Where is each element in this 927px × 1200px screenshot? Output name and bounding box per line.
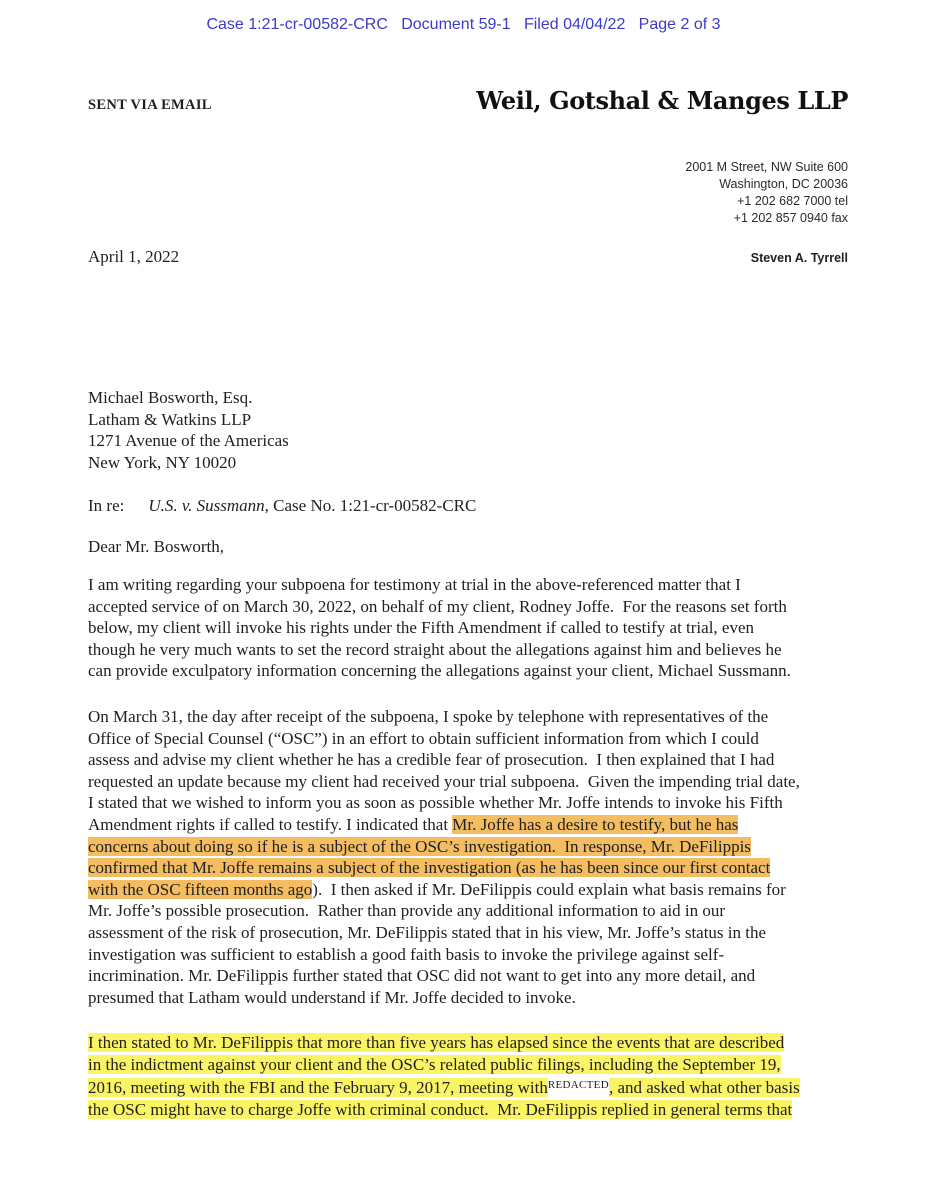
text-line xyxy=(88,836,848,858)
highlighted-text: I then stated to Mr. DeFilippis that more than five years has elapsed since the events that are described xyxy=(88,1033,785,1053)
letterhead-row xyxy=(88,86,848,115)
body-text: below, my client will invoke his rights under the Fifth Amendment if called to testify at trial, even xyxy=(88,618,755,638)
recipient-line: Michael Bosworth, Esq. xyxy=(88,388,253,407)
highlighted-text: concerns about doing so if he is a subject of the OSC’s investigation. In response, Mr. DeFilippis xyxy=(88,836,751,856)
text-line xyxy=(88,660,848,682)
body-text: assess and advise my client whether he has a credible fear of prosecution. I then explained that I had xyxy=(88,750,775,770)
firm-address-block xyxy=(88,159,848,227)
text-line xyxy=(88,749,848,771)
text-line xyxy=(88,771,848,793)
recipient-line: New York, NY 10020 xyxy=(88,452,237,472)
re-prefix: In re: xyxy=(88,496,125,515)
body-text: presumed that Latham would understand if Mr. Joffe decided to invoke. xyxy=(88,987,576,1007)
body-text: requested an update because my client had received your trial subpoena. Given the impending trial date, xyxy=(88,771,800,791)
highlighted-text: in the indictment against your client and the OSC’s related public filings, including the September 19, xyxy=(88,1054,781,1074)
body-text: can provide exculpatory information concerning the allegations against your client, Michael Sussmann. xyxy=(88,661,791,681)
case-name-italic: U.S. v. Sussmann xyxy=(148,496,265,515)
paragraph xyxy=(88,1032,848,1120)
body-text: investigation was sufficient to establish a good faith basis to invoke the privilege against self- xyxy=(88,944,725,964)
text-line xyxy=(88,857,848,879)
body-text: though he very much wants to set the record straight about the allegations against him and believes he xyxy=(88,639,782,659)
body-text: assessment of the risk of prosecution, Mr. DeFilippis stated that in his view, Mr. Joffe’s status in the xyxy=(88,922,767,942)
date-attorney-row xyxy=(88,247,848,267)
body-text: Mr. Joffe’s possible prosecution. Rather than provide any additional information to aid in our xyxy=(88,901,726,921)
firm-address-line: +1 202 857 0940 fax xyxy=(733,211,848,225)
text-line xyxy=(88,900,848,922)
body-text: Office of Special Counsel (“OSC”) in an effort to obtain sufficient information from which I could xyxy=(88,728,759,748)
highlighted-text: Mr. Joffe has a desire to testify, but he has xyxy=(452,814,739,834)
text-line xyxy=(88,1032,848,1054)
text-line xyxy=(88,922,848,944)
letter-content xyxy=(0,86,927,1121)
paragraph xyxy=(88,706,848,1008)
firm-address-line: 2001 M Street, NW Suite 600 xyxy=(685,160,848,174)
letter-date: April 1, 2022 xyxy=(88,247,180,266)
redacted-superscript: REDACTED xyxy=(547,1079,609,1092)
body-text: ). I then asked if Mr. DeFilippis could explain what basis remains for xyxy=(312,879,786,899)
text-line xyxy=(88,879,848,901)
text-line xyxy=(88,617,848,639)
letter-body xyxy=(88,574,848,1121)
text-line xyxy=(88,1075,848,1099)
highlighted-text: confirmed that Mr. Joffe remains a subject of the investigation (as he has been since our first contact xyxy=(88,858,771,878)
firm-address-line: +1 202 682 7000 tel xyxy=(737,194,848,208)
re-suffix: , Case No. 1:21-cr-00582-CRC xyxy=(264,496,477,515)
attorney-name: Steven A. Tyrrell xyxy=(750,251,848,265)
recipient-line: 1271 Avenue of the Americas xyxy=(88,431,289,450)
highlighted-text: the OSC might have to charge Joffe with criminal conduct. Mr. DeFilippis replied in general terms that xyxy=(88,1100,793,1120)
body-text: On March 31, the day after receipt of the subpoena, I spoke by telephone with representatives of the xyxy=(88,706,769,726)
re-line xyxy=(88,496,848,516)
court-filing-stamp: Case 1:21-cr-00582-CRC Document 59-1 Filed 04/04/22 Page 2 of 3 xyxy=(206,16,721,33)
sent-via-email-label: SENT VIA EMAIL xyxy=(88,97,212,113)
text-line xyxy=(88,574,848,596)
firm-name: Weil, Gotshal & Manges LLP xyxy=(476,86,848,115)
body-text: Amendment rights if called to testify. I indicated that xyxy=(88,814,453,834)
salutation: Dear Mr. Bosworth, xyxy=(88,537,224,556)
text-line xyxy=(88,639,848,661)
text-line xyxy=(88,728,848,750)
text-line xyxy=(88,1099,848,1121)
body-text: I stated that we wished to inform you as soon as possible whether Mr. Joffe intends to invoke his Fifth xyxy=(88,793,783,813)
body-text: incrimination. Mr. DeFilippis further stated that OSC did not want to get into any more detail, and xyxy=(88,966,756,986)
highlighted-text: , and asked what other basis xyxy=(608,1078,800,1098)
text-line xyxy=(88,944,848,966)
text-line xyxy=(88,792,848,814)
text-line xyxy=(88,596,848,618)
text-line xyxy=(88,1054,848,1076)
highlighted-text: with the OSC fifteen months ago xyxy=(88,879,313,899)
text-line xyxy=(88,706,848,728)
body-text: accepted service of on March 30, 2022, on behalf of my client, Rodney Joffe. For the reasons set forth xyxy=(88,596,787,616)
highlighted-text: 2016, meeting with the FBI and the February 9, 2017, meeting with xyxy=(88,1078,548,1098)
recipient-line: Latham & Watkins LLP xyxy=(88,409,252,429)
body-text: I am writing regarding your subpoena for testimony at trial in the above-referenced matter that I xyxy=(88,575,741,594)
text-line xyxy=(88,987,848,1009)
text-line xyxy=(88,965,848,987)
recipient-address-block xyxy=(88,387,848,473)
firm-address-line: Washington, DC 20036 xyxy=(719,177,848,191)
paragraph xyxy=(88,574,848,682)
text-line xyxy=(88,814,848,836)
